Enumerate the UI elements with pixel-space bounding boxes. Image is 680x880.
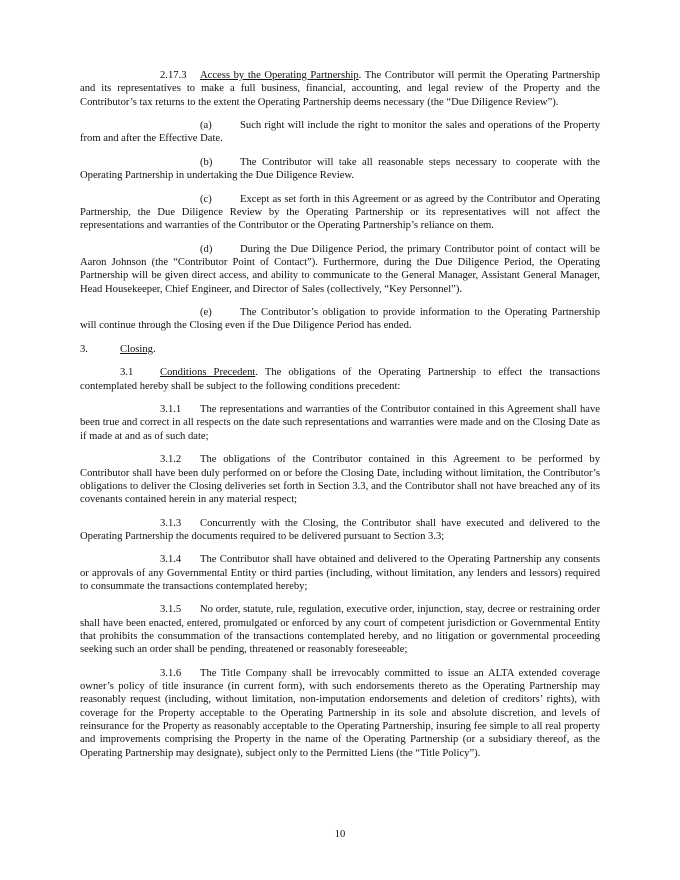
section-number: 3.1.1: [160, 404, 182, 416]
section-number: 3.1.2: [160, 454, 182, 466]
section-number: 3.1.4: [160, 554, 182, 566]
section-text: . The obligations of the Operating Partnership to effect the transactions contemplated hereby shall be subject to the following conditions precedent:: [80, 367, 600, 392]
clause-c: [80, 193, 600, 233]
clause-label: (e): [200, 307, 212, 319]
section-3-1-5: [80, 603, 600, 656]
section-text: No order, statute, rule, regulation, executive order, injunction, stay, decree or restraining order shall have been enacted, entered, promulgated or enforced by any court of competent jurisdiction or Governmental Entity that prohibits the consummation of the transactions contemplated hereby, and no litigation or governmental proceeding seeking such an order shall be pending, threatened or reasonably foreseeable;: [80, 604, 600, 656]
section-punct: .: [152, 343, 156, 355]
section-text: The obligations of the Contributor contained in this Agreement to be performed by Contributor shall have been duly performed on or before the Closing Date, including without limitation, the Contributor’s obligations to deliver the Closing deliveries set forth in Section 3.3, and the Contributor shall not have breached any of its covenants contained herein in any material respect;: [80, 454, 600, 506]
section-number: 3.1.3: [160, 517, 182, 529]
clause-text: The Contributor will take all reasonable steps necessary to cooperate with the Operating Partnership in undertaking the Due Diligence Review.: [80, 156, 600, 182]
clause-e: [80, 306, 600, 333]
section-number: 3.: [80, 343, 88, 355]
page-number: 10: [334, 829, 346, 840]
section-3-1-2: [80, 453, 600, 506]
section-3-1: [80, 366, 600, 393]
document-body: [80, 69, 600, 770]
section-3-1-3: [80, 517, 600, 544]
section-number: 2.17.3: [160, 70, 187, 81]
section-heading: Conditions Precedent: [160, 367, 256, 379]
section-text: The Contributor shall have obtained and delivered to the Operating Partnership any consents or approvals of any Governmental Entity or third parties (including, without limitation, any lenders and lessors) required to consummate the transactions contemplated hereby;: [80, 554, 600, 592]
section-text: The Title Company shall be irrevocably committed to issue an ALTA extended coverage owner’s policy of title insurance (in current form), with such endorsements thereto as the Operating Partnership may reasonably request (including, without limitation, non-imputation endorsements and deletion of creditors’ rights), with coverage for the Property acceptable to the Operating Partnership in its sole and absolute discretion, and levels of reinsurance for the Property as reasonably acceptable to the Operating Partnership, insuring fee simple to all real property and improvements comprising the Property in the name of the Operating Partnership (or a subsidiary thereof, as the Operating Partnership may designate), subject only to the Permitted Liens (the “Title Policy”).: [80, 667, 600, 759]
section-3-1-1: [80, 403, 600, 443]
section-number: 3.1: [120, 367, 134, 379]
section-number: 3.1.5: [160, 604, 182, 616]
clause-d: [80, 243, 600, 296]
section-number: 3.1.6: [160, 667, 182, 679]
clause-text: Except as set forth in this Agreement or as agreed by the Contributor and Operating Partnership, the Due Diligence Review by the Operating Partnership or its representatives will not affect the representations and warranties of the Contributor or the Operating Partnership’s reliance on them.: [80, 193, 600, 232]
clause-text: The Contributor’s obligation to provide information to the Operating Partnership will continue through the Closing even if the Due Diligence Period has ended.: [80, 307, 600, 332]
section-text: Concurrently with the Closing, the Contributor shall have executed and delivered to the Operating Partnership the documents required to be delivered pursuant to Section 3.3;: [80, 517, 600, 542]
clause-label: (a): [200, 120, 212, 132]
clause-label: (b): [200, 156, 213, 168]
clause-b: [80, 156, 600, 183]
section-text: . The Contributor will permit the Operating Partnership and its representatives to make a full business, financial, accounting, and legal review of the Property and the Contributor’s tax returns to the extent the Operating Partnership deems necessary (the “Due Diligence Review”).: [80, 70, 600, 108]
clause-text: During the Due Diligence Period, the primary Contributor point of contact will be Aaron Johnson (the “Contributor Point of Contact”). Furthermore, during the Due Diligence Period, the Operating Partnership will be given direct access, and ability to communicate to the General Manager, Assistant General Manager, Head Housekeeper, Chief Engineer, and Director of Sales (collectively, “Key Personnel”).: [80, 243, 600, 295]
clause-label: (c): [200, 193, 212, 205]
section-2-17-3: [80, 69, 600, 109]
section-3-1-4: [80, 553, 600, 593]
clause-a: [80, 119, 600, 146]
clause-label: (d): [200, 243, 213, 255]
section-text: The representations and warranties of the Contributor contained in this Agreement shall have been true and correct in all respects on the date such representations and warranties were made and on the Closing Date as if made at and as of such date;: [80, 404, 600, 442]
section-3: [80, 343, 600, 356]
section-3-1-6: [80, 667, 600, 760]
section-heading: Closing: [120, 343, 153, 355]
section-heading: Access by the Operating Partnership: [200, 70, 359, 81]
clause-text: Such right will include the right to monitor the sales and operations of the Property from and after the Effective Date.: [80, 120, 600, 145]
